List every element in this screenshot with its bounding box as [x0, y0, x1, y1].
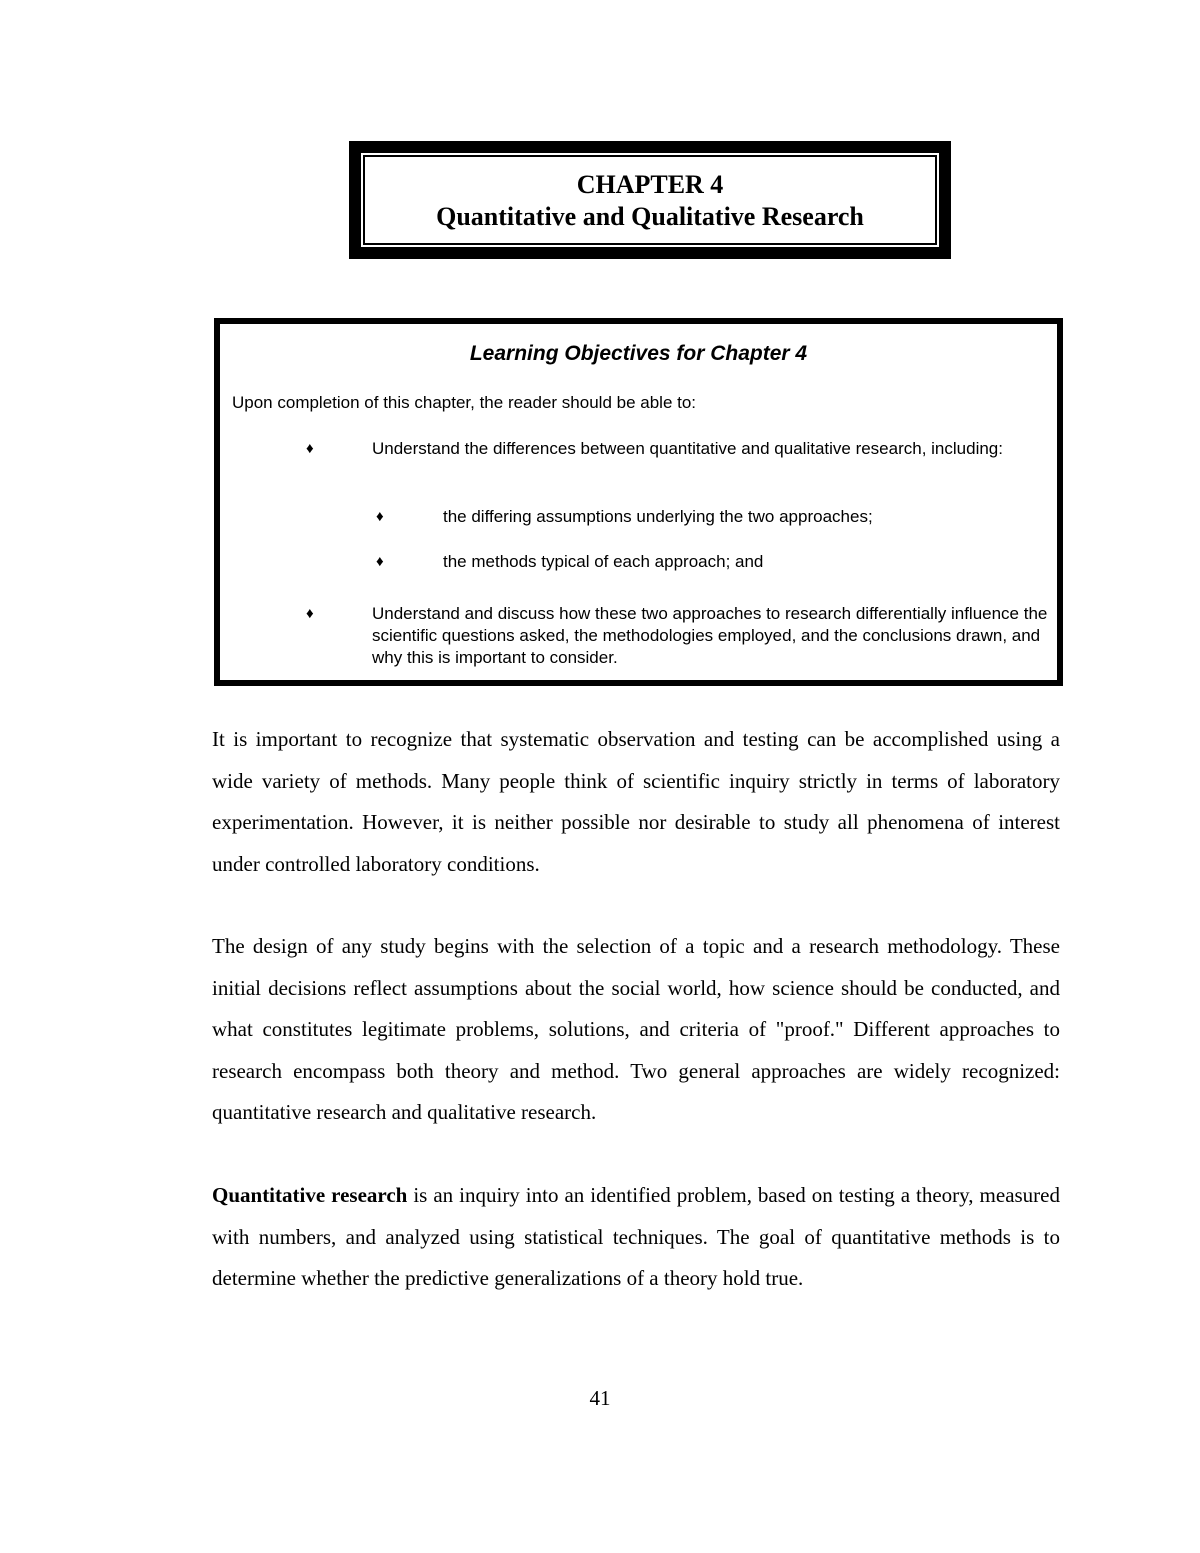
defined-term: Quantitative research [212, 1183, 408, 1207]
chapter-number: CHAPTER 4 [576, 170, 724, 199]
diamond-bullet-icon: ♦ [306, 440, 314, 457]
objective-subitem [220, 551, 1057, 573]
page-number: 41 [589, 1386, 611, 1410]
chapter-title: Quantitative and Qualitative Research [436, 202, 864, 231]
objective-text: Understand the differences between quantitative and qualitative research, including: [372, 439, 1003, 458]
chapter-title-box [349, 141, 951, 259]
objective-text: Understand and discuss how these two approaches to research differentially influence the scientific questions asked, the methodologies employed, and the conclusions drawn, and why this is important to consider. [372, 604, 1048, 667]
definition-text: is an inquiry into an identified problem, based on testing a theory, measured with numbers, and analyzed using statistical techniques. The goal of quantitative methods is to determine whether the predictive generalizations of a theory hold true. [212, 1183, 1060, 1290]
learning-objectives-heading: Learning Objectives for Chapter 4 [469, 342, 808, 365]
body-paragraph: The design of any study begins with the selection of a topic and a research methodology. These initial decisions reflect assumptions about the social world, how science should be conducted, and what constitutes legitimate problems, solutions, and criteria of "proof." Different approaches to research encompass both theory and method. Two general approaches are widely recognized: quantitative research and qualitative research. [212, 934, 1060, 1124]
body-paragraph [212, 1175, 1060, 1300]
diamond-bullet-icon: ♦ [376, 553, 384, 570]
objective-subitem [220, 506, 1057, 528]
chapter-title-box-inner-border [361, 153, 939, 247]
objective-item [220, 438, 1057, 484]
diamond-bullet-icon: ♦ [376, 508, 384, 525]
objective-item [220, 603, 1057, 673]
objective-subitem-text: the methods typical of each approach; and [443, 552, 764, 571]
objective-subitem-text: the differing assumptions underlying the two approaches; [443, 507, 873, 526]
diamond-bullet-icon: ♦ [306, 605, 314, 622]
learning-objectives-box [214, 318, 1063, 686]
body-paragraph: It is important to recognize that systematic observation and testing can be accomplished using a wide variety of methods. Many people think of scientific inquiry strictly in terms of laboratory experimentation. However, it is neither possible nor desirable to study all phenomena of interest under controlled laboratory conditions. [212, 727, 1060, 876]
learning-objectives-intro: Upon completion of this chapter, the reader should be able to: [232, 393, 697, 412]
